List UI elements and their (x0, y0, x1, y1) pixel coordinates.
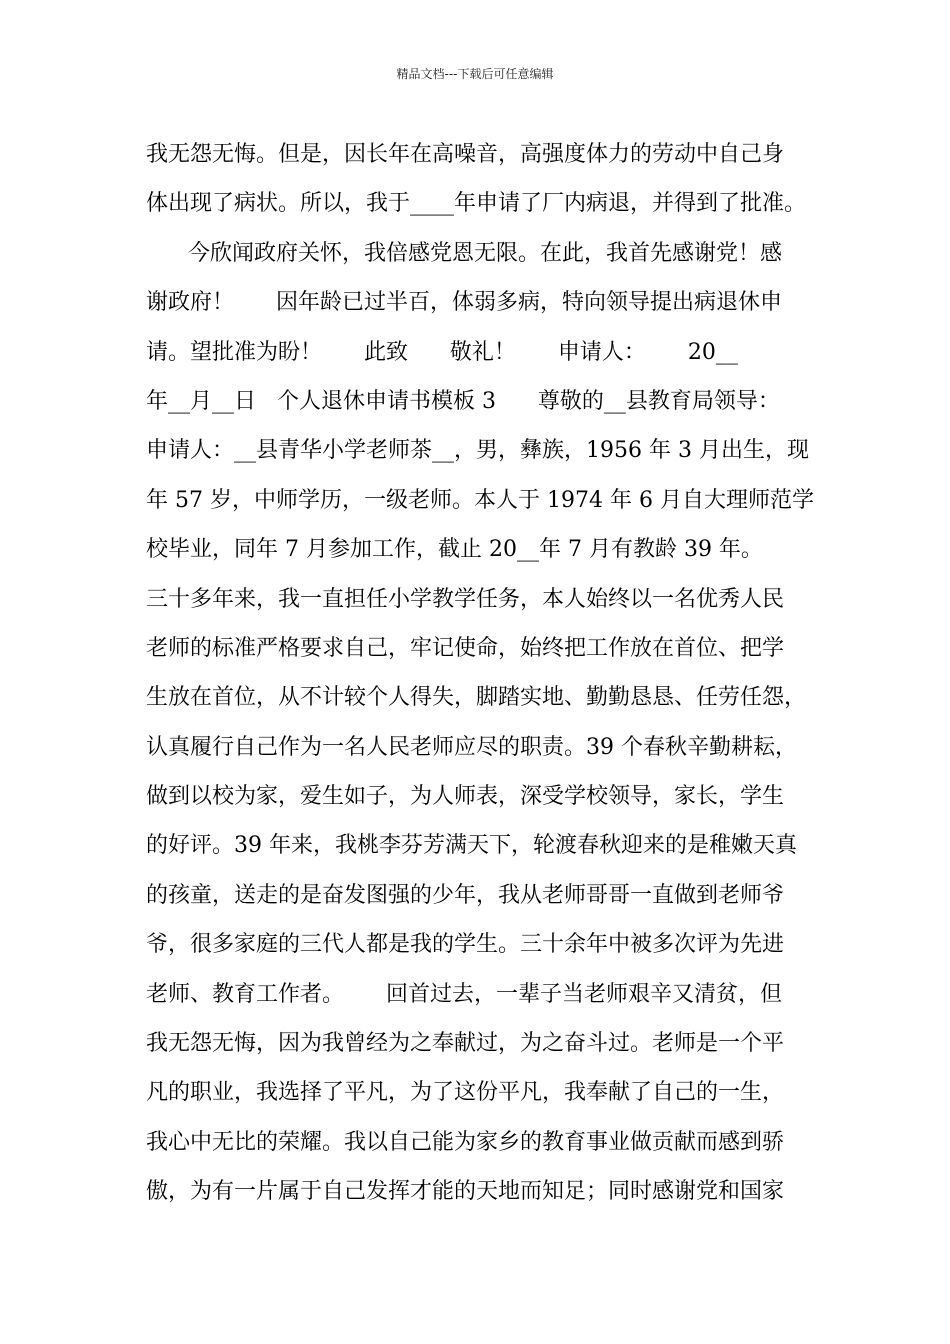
page-header: 精品文档---下载后可任意编辑 (396, 67, 554, 81)
text-line: 我无怨无悔，因为我曾经为之奉献过，为之奋斗过。老师是一个平 (146, 1031, 785, 1057)
text-line: 认真履行自己作为一名人民老师应尽的职责。39 个春秋辛勤耕耘， (146, 734, 797, 760)
text-line: 三十多年来，我一直担任小学教学任务，本人始终以一名优秀人民 (146, 586, 785, 612)
text-line: 体出现了病状。所以，我于____年申请了厂内病退，并得到了批准。 (146, 191, 807, 217)
text-line: 年__月__日 个人退休申请书模板 3 尊敬的__县教育局领导： (146, 388, 780, 414)
text-line: 谢政府！ 因年龄已过半百，体弱多病，特向领导提出病退休申 (146, 290, 782, 316)
text-line: 我心中无比的荣耀。我以自己能为家乡的教育事业做贡献而感到骄 (146, 1129, 785, 1155)
text-line: 今欣闻政府关怀，我倍感党恩无限。在此，我首先感谢党！感 (146, 240, 782, 266)
text-line: 爷，很多家庭的三代人都是我的学生。三十余年中被多次评为先进 (146, 932, 785, 958)
text-line: 的好评。39 年来，我桃李芬芳满天下，轮渡春秋迎来的是稚嫩天真 (146, 833, 797, 859)
text-line: 做到以校为家，爱生如子，为人师表，深受学校领导，家长，学生 (146, 784, 785, 810)
text-line: 校毕业，同年 7 月参加工作，截止 20__年 7 月有教龄 39 年。 (146, 537, 763, 563)
text-line: 的孩童，送走的是奋发图强的少年，我从老师哥哥一直做到老师爷 (146, 882, 785, 908)
text-line: 我无怨无悔。但是，因长年在高噪音，高强度体力的劳动中自己身 (146, 142, 785, 167)
text-line: 申请人：__县青华小学老师茶__，男，彝族，1956 年 3 月出生，现 (146, 438, 809, 464)
text-line: 年 57 岁，中师学历，一级老师。本人于 1974 年 6 月自大理师范学 (146, 487, 814, 513)
text-line: 傲，为有一片属于自己发挥才能的天地而知足；同时感谢党和国家 (146, 1179, 785, 1205)
text-line: 生放在首位，从不计较个人得失，脚踏实地、勤勤恳恳、任劳任怨， (146, 685, 807, 711)
text-line: 老师的标准严格要求自己，牢记使命，始终把工作放在首位、把学 (146, 635, 785, 661)
text-line: 凡的职业，我选择了平凡，为了这份平凡，我奉献了自己的一生， (146, 1080, 785, 1106)
text-line: 请。望批准为盼！ 此致 敬礼！ 申请人： 20__ (146, 339, 738, 365)
document-body (146, 130, 826, 1217)
text-line: 老师、教育工作者。 回首过去，一辈子当老师艰辛又清贫，但 (146, 981, 782, 1007)
